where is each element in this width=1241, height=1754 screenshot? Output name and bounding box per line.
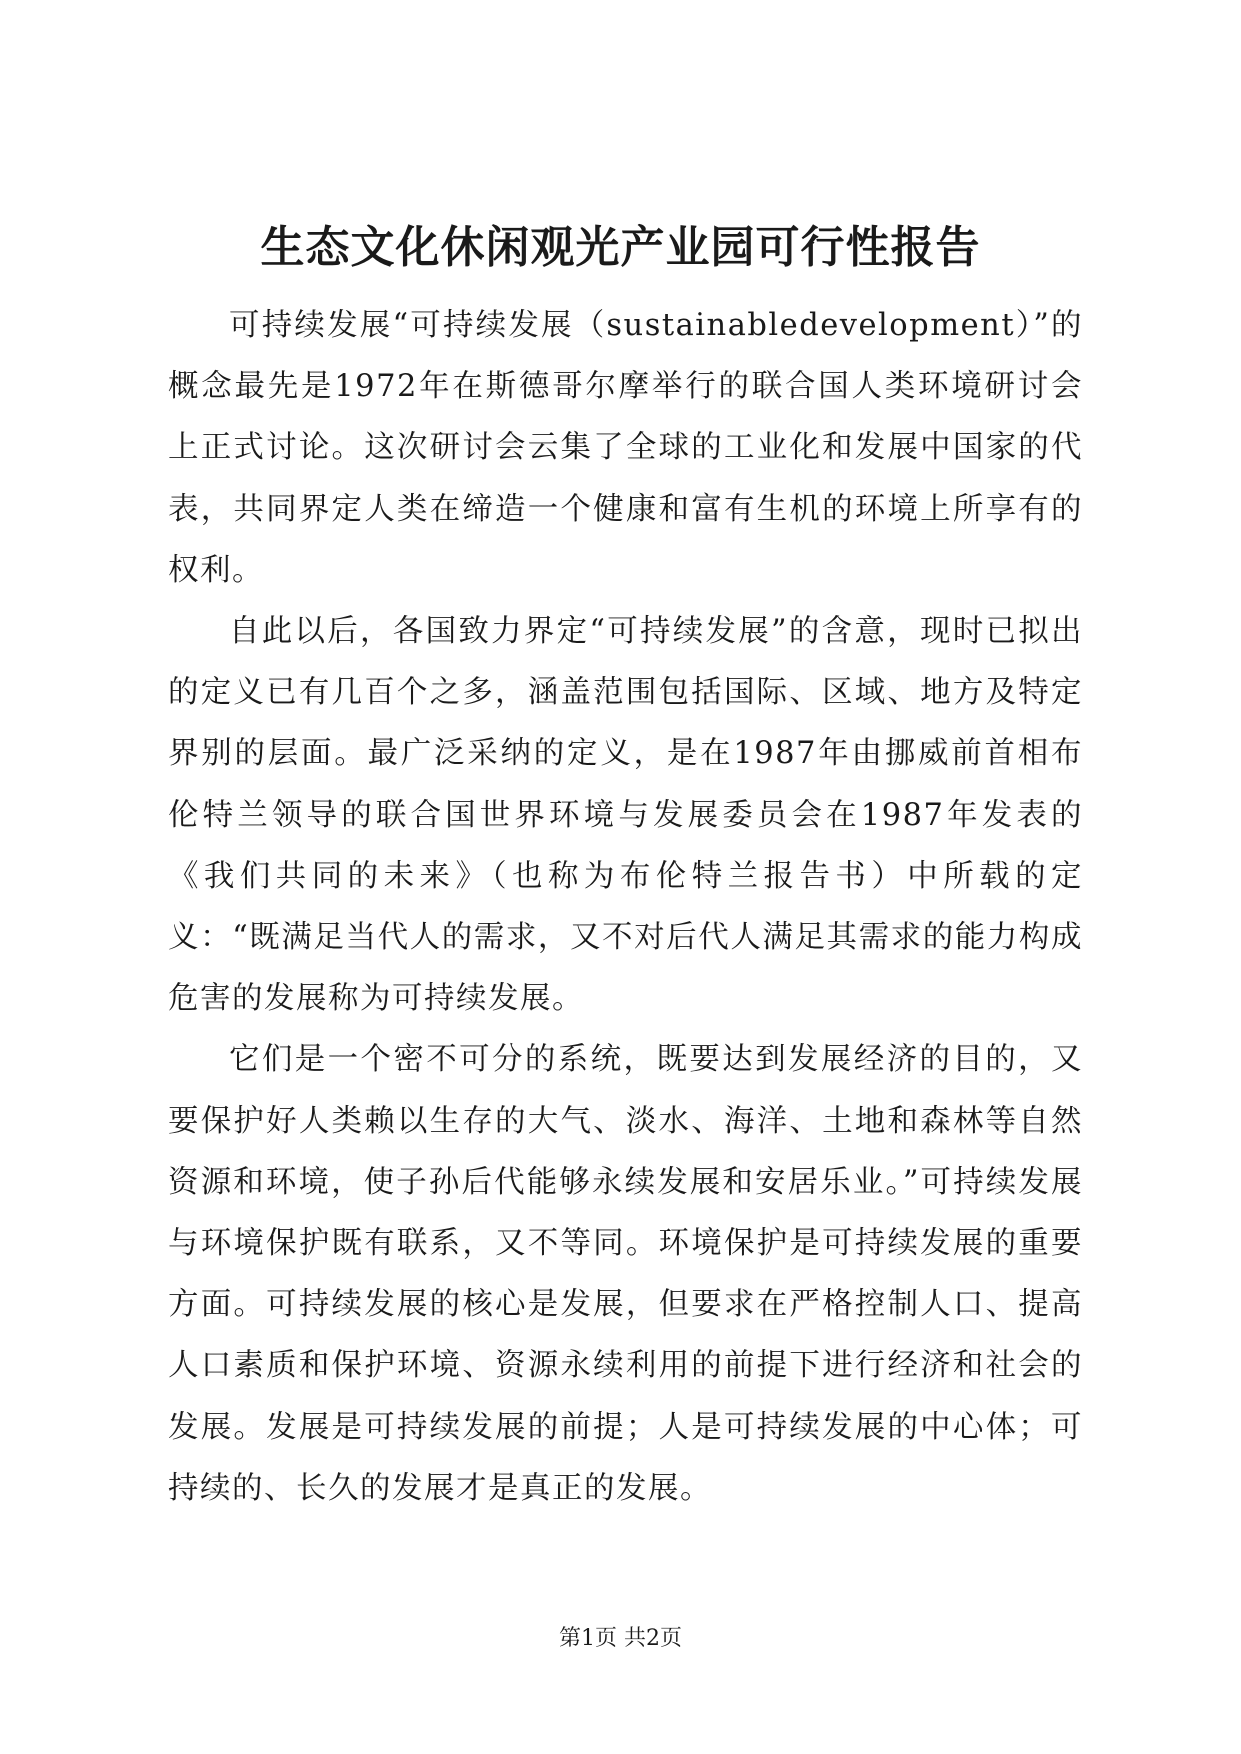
document-body [168, 295, 1083, 1519]
paragraph-3: 它们是一个密不可分的系统，既要达到发展经济的目的，又要保护好人类赖以生存的大气、淡水、海洋、土地和森林等自然资源和环境，使子孙后代能够永续发展和安居乐业。”可持续发展与环境保护既有联系，又不等同。环境保护是可持续发展的重要方面。可持续发展的核心是发展，但要求在严格控制人口、提高人口素质和保护环境、资源永续利用的前提下进行经济和社会的发展。发展是可持续发展的前提；人是可持续发展的中心体；可持续的、长久的发展才是真正的发展。 [168, 1042, 1083, 1506]
paragraph-2: 自此以后，各国致力界定“可持续发展”的含意，现时已拟出的定义已有几百个之多，涵盖范围包括国际、区域、地方及特定界别的层面。最广泛采纳的定义，是在1987年由挪威前首相布伦特兰领导的联合国世界环境与发展委员会在1987年发表的《我们共同的未来》（也称为布伦特兰报告书）中所载的定义：“既满足当代人的需求，又不对后代人满足其需求的能力构成危害的发展称为可持续发展。 [168, 614, 1083, 1017]
paragraph-1: 可持续发展“可持续发展（sustainabledevelopment）”的概念最先是1972年在斯德哥尔摩举行的联合国人类环境研讨会上正式讨论。这次研讨会云集了全球的工业化和发展中国家的代表，共同界定人类在缔造一个健康和富有生机的环境上所享有的权利。 [168, 308, 1083, 588]
document-title: 生态文化休闲观光产业园可行性报告 [260, 222, 981, 273]
page-number-footer: 第1页 共2页 [559, 1626, 682, 1651]
